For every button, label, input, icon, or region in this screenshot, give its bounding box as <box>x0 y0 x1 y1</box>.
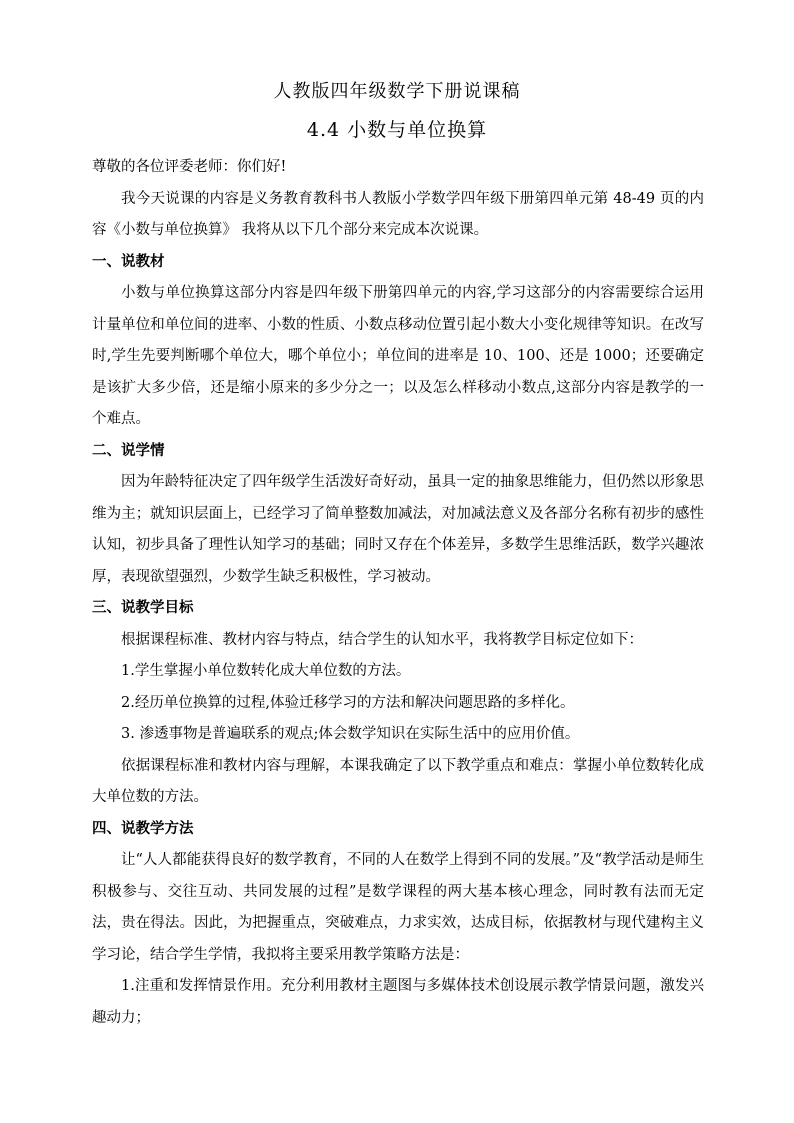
section-heading-students: 二、说学情 <box>92 442 165 459</box>
document-subtitle: 4.4 小数与单位换算 <box>306 119 488 141</box>
objective-item-2: 2.经历单位换算的过程,体验迁移学习的方法和解决问题思路的多样化。 <box>121 694 575 711</box>
document-body <box>92 152 704 1034</box>
objective-item-3: 3. 渗透事物是普遍联系的观点;体会数学知识在实际生活中的应用价值。 <box>121 726 580 742</box>
section-heading-objectives: 三、说教学目标 <box>92 600 194 616</box>
objective-item-1: 1.学生掌握小单位数转化成大单位数的方法。 <box>121 663 411 679</box>
textbook-paragraph: 小数与单位换算这部分内容是四年级下册第四单元的内容,学习这部分的内容需要综合运用计量单位和单位间的进率、小数的性质、小数点移动位置引起小数大小变化规律等知识。在改写时,学生先要判断哪个单位大，哪个单位小；单位间的进率是 10、100、还是 1000；还要确定是该扩大多少倍，还是缩小原来的多少分之一；以及怎么样移动小数点,这部分内容是教学的一个难点。 <box>92 285 704 427</box>
greeting: 尊敬的各位评委老师：你们好! <box>92 159 287 175</box>
intro-paragraph: 我今天说课的内容是义务教育教科书人教版小学数学四年级下册第四单元第 48-49 页的内容《小数与单位换算》 我将从以下几个部分来完成本次说课。 <box>92 190 704 238</box>
method-item-1: 1.注重和发挥情景作用。充分利用教材主题图与多媒体技术创设展示教学情景问题，激发兴趣动力； <box>92 978 704 1026</box>
students-paragraph: 因为年龄特征决定了四年级学生活泼好奇好动，虽具一定的抽象思维能力，但仍然以形象思维为主；就知识层面上，已经学习了简单整数加减法，对加减法意义及各部分名称有初步的感性认知，初步具备了理性认知学习的基础；同时又存在个体差异，多数学生思维活跃，数学兴趣浓厚，表现欲望强烈，少数学生缺乏积极性，学习被动。 <box>92 474 704 585</box>
section-heading-textbook: 一、说教材 <box>92 253 165 270</box>
methods-paragraph: 让“人人都能获得良好的数学教育，不同的人在数学上得到不同的发展。”及“教学活动是师生积极参与、交往互动、共同发展的过程”是数学课程的两大基本核心理念，同时教有法而无定法，贵在得法。因此，为把握重点，突破难点，力求实效，达成目标，依据教材与现代建构主义学习论，结合学生学情，我拟将主要采用教学策略方法是： <box>92 852 704 963</box>
objectives-focus: 依据课程标准和教材内容与理解，本课我确定了以下教学重点和难点：掌握小单位数转化成大单位数的方法。 <box>92 757 704 805</box>
section-heading-methods: 四、说教学方法 <box>92 820 194 837</box>
objectives-intro: 根据课程标准、教材内容与特点，结合学生的认知水平，我将教学目标定位如下： <box>121 631 643 648</box>
document-title: 人教版四年级数学下册说课稿 <box>273 81 521 102</box>
